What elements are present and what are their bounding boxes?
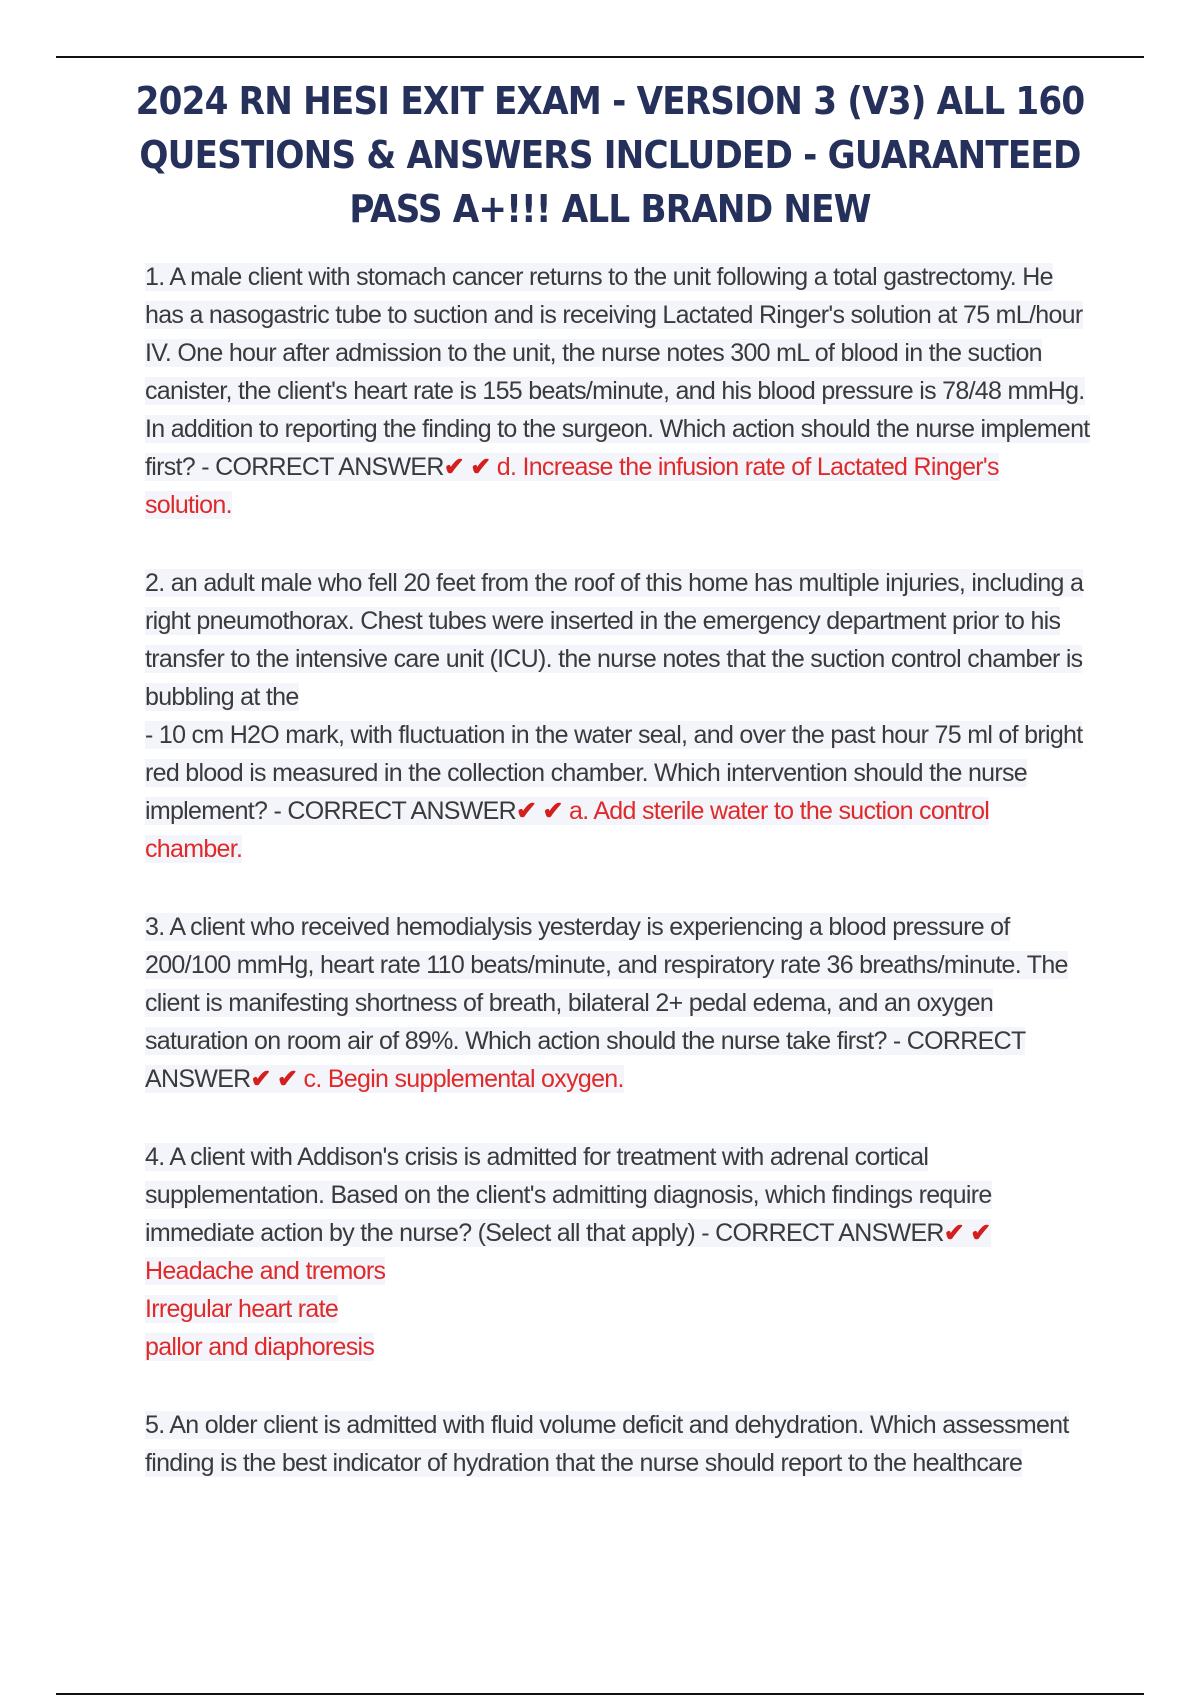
document-title: 2024 RN HESI EXIT EXAM - VERSION 3 (V3) ALL 160 QUESTIONS & ANSWERS INCLUDED - GUARANTEED PASS A+!!! ALL BRAND NEW [135,79,1085,231]
answer-label: - CORRECT ANSWER [267,797,517,825]
answer-label: - CORRECT ANSWER [145,1027,1026,1093]
correct-answer: Headache and tremors [145,1257,386,1285]
question-text: 1. A male client with stomach cancer returns to the unit following a total gastrectomy. He has a nasogastric tube to suction and is receiving Lactated Ringer's solution at 75 mL/hour IV. One hour after admission to the unit, the nurse notes 300 mL of blood in the suction canister, the client's heart rate is 155 beats/minute, and his blood pressure is 78/48 mmHg. In addition to reporting the finding to the surgeon. Which action should the nurse implement first? [145,263,1090,481]
question-2 [145,564,1090,868]
question-text: 2. an adult male who fell 20 feet from the roof of this home has multiple injuries, including a right pneumothorax. Chest tubes were inserted in the emergency department prior to his transfer to the intensive care unit (ICU). the nurse notes that the suction control chamber is bubbling at the [145,569,1084,711]
check-icon: ✔ ✔ [250,1065,298,1093]
check-icon: ✔ ✔ [443,453,491,481]
question-text: 3. A client who received hemodialysis yesterday is experiencing a blood pressure of 200/100 mmHg, heart rate 110 beats/minute, and respiratory rate 36 breaths/minute. The client is manifesting shortness of breath, bilateral 2+ pedal edema, and an oxygen saturation on room air of 89%. Which action should the nurse take first? [145,913,1068,1055]
qa-content [145,258,1090,1522]
answer-label: - CORRECT ANSWER [194,453,444,481]
question-5 [145,1406,1090,1482]
top-rule [56,56,1144,58]
answer-label: - CORRECT ANSWER [695,1219,944,1247]
question-3 [145,908,1090,1098]
check-icon: ✔ ✔ [516,797,563,825]
question-text-continued: - 10 cm H2O mark, with fluctuation in the water seal, and over the past hour 75 ml of bright red blood is measured in the collection chamber. Which intervention should the nurse implement? [145,721,1083,825]
correct-answer-line-2: Irregular heart rate [145,1295,339,1323]
correct-answer: d. Increase the infusion rate of Lactated Ringer's solution. [145,453,999,519]
question-4 [145,1138,1090,1366]
bottom-rule [56,1693,1144,1695]
correct-answer: a. Add sterile water to the suction control chamber. [145,797,990,863]
correct-answer-line-3: pallor and diaphoresis [145,1333,375,1361]
question-text: 4. A client with Addison's crisis is admitted for treatment with adrenal cortical supplementation. Based on the client's admitting diagnosis, which findings require immediate action by the nurse? (Select all that apply) [145,1143,992,1247]
correct-answer: c. Begin supplemental oxygen. [303,1065,624,1093]
question-text: 5. An older client is admitted with fluid volume deficit and dehydration. Which assessment finding is the best indicator of hydration that the nurse should report to the healthcare [145,1411,1069,1477]
check-icon: ✔ ✔ [943,1219,991,1247]
question-1 [145,258,1090,524]
